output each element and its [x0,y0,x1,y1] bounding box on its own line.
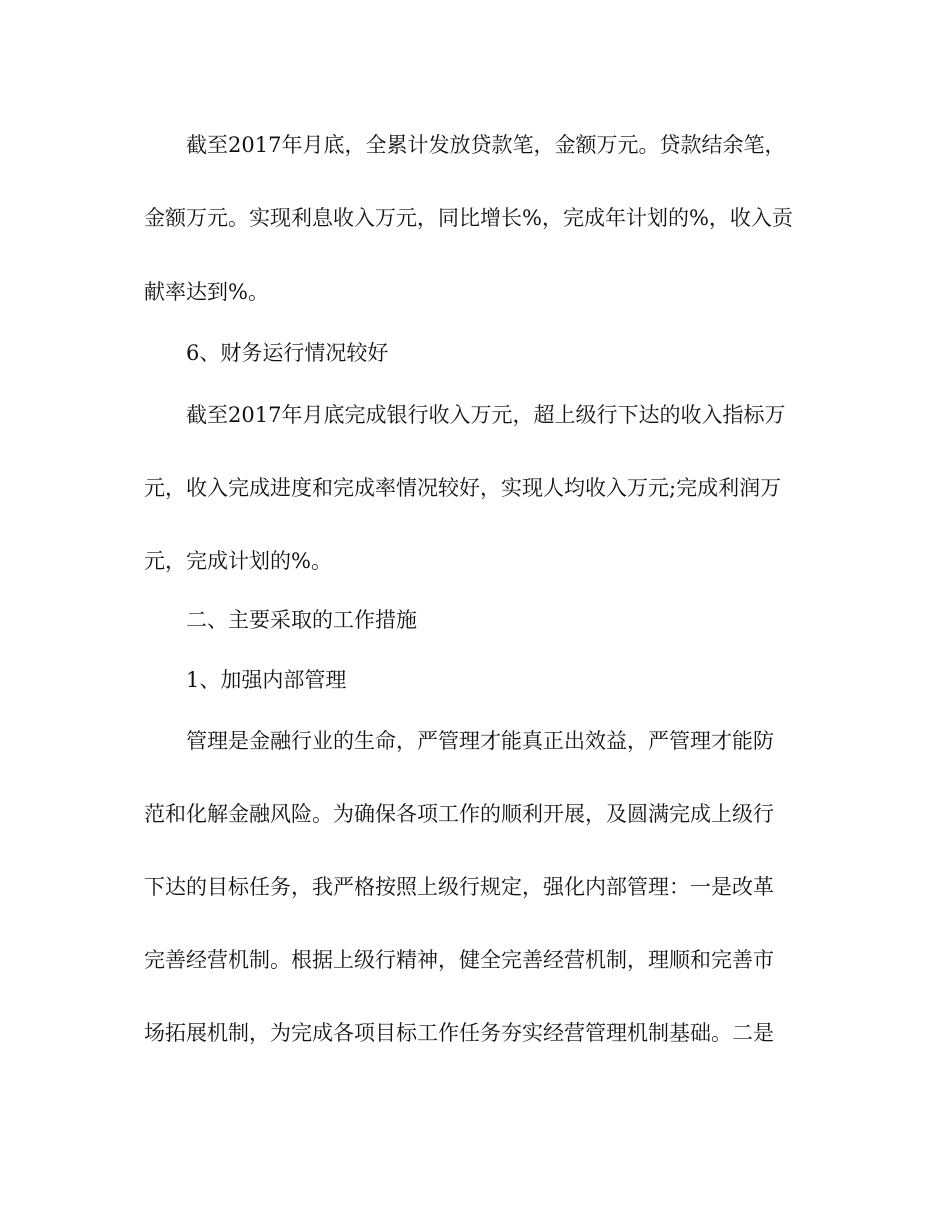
paragraph-line: 下达的目标任务，我严格按照上级行规定，强化内部管理：一是改革 [144,875,774,899]
paragraph-line: 献率达到%。 [144,280,269,304]
paragraph-line: 完善经营机制。根据上级行精神，健全完善经营机制，理顺和完善市 [144,948,774,972]
paragraph-line: 场拓展机制，为完成各项目标工作任务夯实经营管理机制基础。二是 [144,1021,774,1045]
section-heading: 二、主要采取的工作措施 [186,608,417,632]
paragraph-line: 范和化解金融风险。为确保各项工作的顺利开展，及圆满完成上级行 [144,802,774,826]
paragraph-line: 元，完成计划的%。 [144,549,332,573]
paragraph-line: 元，收入完成进度和完成率情况较好，实现人均收入万元;完成利润万 [144,476,782,500]
paragraph-line: 金额万元。实现利息收入万元，同比增长%，完成年计划的%，收入贡 [144,206,793,230]
paragraph-line: 截至2017年月底完成银行收入万元，超上级行下达的收入指标万 [186,403,786,427]
section-heading: 6、财务运行情况较好 [186,341,389,365]
subsection-heading: 1、加强内部管理 [186,668,347,692]
paragraph-line: 截至2017年月底，全累计发放贷款笔，金额万元。贷款结余笔， [186,133,786,157]
paragraph-line: 管理是金融行业的生命，严管理才能真正出效益，严管理才能防 [186,729,774,753]
